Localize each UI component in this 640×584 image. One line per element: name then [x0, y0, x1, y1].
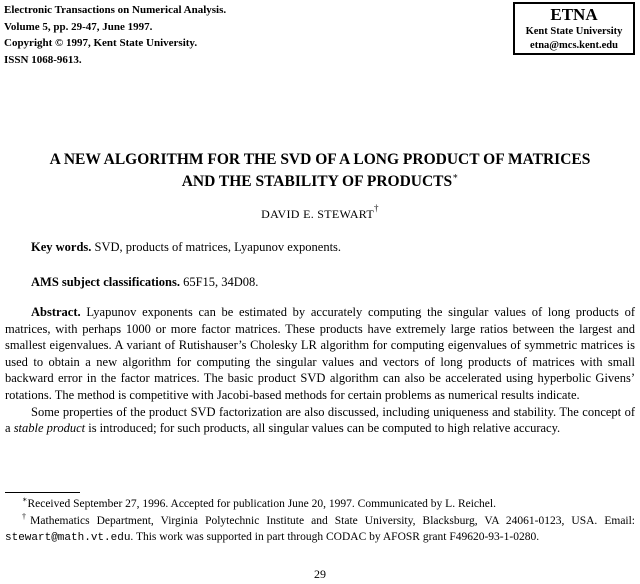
title-line-2 [0, 171, 640, 193]
abstract-label: Abstract. [31, 305, 81, 319]
etna-box [513, 2, 635, 55]
footnote-2-text-a: Mathematics Department, Virginia Polytechnic Institute and State University, Blacksburg, VA 24061-0123, USA. Email: [30, 514, 636, 527]
footnote-2-email: stewart@math.vt.edu [5, 532, 131, 545]
author-name: DAVID E. STEWART [261, 207, 375, 221]
keywords-label: Key words. [31, 240, 92, 254]
footnote-2-mark: † [22, 511, 31, 521]
keywords-text: SVD, products of matrices, Lyapunov exponents. [94, 240, 342, 254]
abstract [5, 304, 635, 437]
footnote-1 [5, 496, 635, 513]
etna-university: Kent State University [525, 26, 623, 37]
footnote-1-text: Received September 27, 1996. Accepted for publication June 20, 1997. Communicated by L. Reichel. [27, 498, 496, 510]
page-number: 29 [314, 567, 326, 581]
footnote-2-text-b: . This work was supported in part through CODAC by AFOSR grant F49620-93-1-0280. [130, 531, 540, 544]
abstract-p2-text-a: Some properties of the product SVD factorization are also discussed, including uniqueness and stability. The concept of a [5, 404, 635, 436]
etna-title: ETNA [550, 5, 598, 24]
journal-line-copyright: Copyright © 1997, Kent State University. [4, 37, 198, 49]
footnote-1-mark: ∗ [22, 495, 28, 504]
abstract-paragraph-1 [5, 304, 635, 404]
ams-text: 65F15, 34D08. [183, 275, 259, 289]
ams-classifications [31, 275, 258, 290]
etna-email: etna@mcs.kent.edu [530, 40, 618, 51]
journal-line-volume: Volume 5, pp. 29-47, June 1997. [4, 20, 153, 33]
title-line-2-text: AND THE STABILITY OF PRODUCTS [181, 173, 453, 190]
footnotes [5, 496, 635, 547]
title-line-1: A NEW ALGORITHM FOR THE SVD OF A LONG PRODUCT OF MATRICES [49, 151, 591, 168]
keywords [31, 240, 341, 255]
abstract-p1-text: Lyapunov exponents can be estimated by accurately computing the singular values of long products of matrices, with perhaps 1000 or more factor matrices. These products have extremely large ratios between the largest and smallest eigenvalues. A variant of Rutishauser’s Cholesky LR algorithm for computing eigenvalues of symmetric matrices is used to obtain a new algorithm for computing the singular values and vectors of long products of matrices with small backward error in the factor matrices. The basic product SVD algorithm can also be accelerated using hyperbolic Givens’ rotations. The method is competitive with Jacobi-based methods for certain problems as numerical results indicate. [5, 305, 635, 402]
paper-title [0, 149, 640, 193]
journal-info [4, 2, 226, 68]
footnote-rule [5, 492, 80, 493]
journal-line-name: Electronic Transactions on Numerical Analysis. [4, 4, 227, 16]
abstract-p2-text-b: is introduced; for such products, all singular values can be computed to high relative accuracy. [85, 421, 561, 436]
author-footnote-mark: † [374, 203, 379, 213]
abstract-paragraph-2 [5, 404, 635, 437]
author [0, 203, 640, 222]
ams-label: AMS subject classifications. [31, 275, 180, 289]
footnote-2 [5, 513, 635, 547]
title-footnote-mark: ∗ [452, 171, 459, 181]
journal-line-issn: ISSN 1068-9613. [4, 53, 82, 66]
abstract-p2-emphasis: stable product [13, 421, 86, 436]
